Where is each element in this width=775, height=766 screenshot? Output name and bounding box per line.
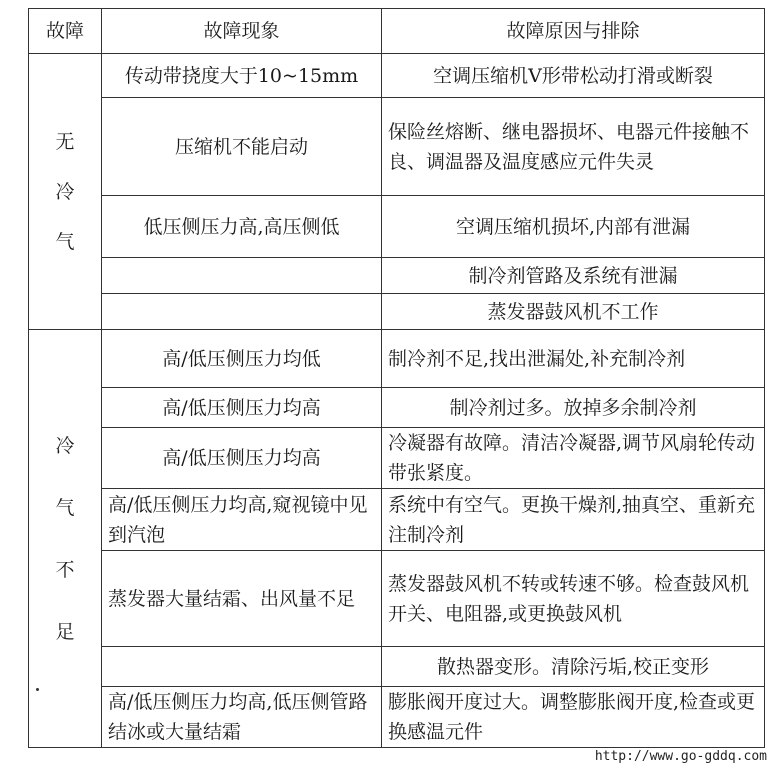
category-no-cooling <box>29 54 102 330</box>
category-char: 足 <box>55 620 75 643</box>
table-row <box>29 388 765 428</box>
category-char: 冷 <box>55 434 75 457</box>
cause-cell: 制冷剂不足,找出泄漏处,补充制冷剂 <box>382 330 765 388</box>
watermark-url: http://www.go-gddq.com <box>594 749 767 764</box>
symptom-cell: 传动带挠度大于10~15mm <box>102 54 382 98</box>
symptom-cell: 高/低压侧压力均低 <box>102 330 382 388</box>
header-fault: 故障 <box>29 9 102 54</box>
header-row <box>29 9 765 54</box>
category-char: 无 <box>55 130 75 153</box>
symptom-cell <box>102 647 382 687</box>
table-row <box>29 489 765 551</box>
table-row <box>29 196 765 258</box>
table-row <box>29 647 765 687</box>
symptom-cell: 蒸发器大量结霜、出风量不足 <box>102 551 382 647</box>
symptom-cell: 高/低压侧压力均高 <box>102 388 382 428</box>
symptom-cell: 低压侧压力高,高压侧低 <box>102 196 382 258</box>
category-insufficient-cooling <box>29 330 102 748</box>
table-row <box>29 687 765 748</box>
symptom-cell: 压缩机不能启动 <box>102 98 382 196</box>
header-cause: 故障原因与排除 <box>382 9 765 54</box>
cause-cell: 蒸发器鼓风机不转或转速不够。检查鼓风机开关、电阻器,或更换鼓风机 <box>382 551 765 647</box>
cause-cell: 制冷剂管路及系统有泄漏 <box>382 258 765 294</box>
cause-cell: 制冷剂过多。放掉多余制冷剂 <box>382 388 765 428</box>
stray-dot <box>36 688 39 691</box>
table-row <box>29 54 765 98</box>
table-row <box>29 98 765 196</box>
cause-cell: 散热器变形。清除污垢,校正变形 <box>382 647 765 687</box>
category-char: 冷 <box>55 180 75 203</box>
symptom-cell: 高/低压侧压力均高 <box>102 428 382 489</box>
header-symptom: 故障现象 <box>102 9 382 54</box>
symptom-cell: 高/低压侧压力均高,低压侧管路结冰或大量结霜 <box>102 687 382 748</box>
symptom-cell <box>102 294 382 330</box>
table-row <box>29 330 765 388</box>
cause-cell: 保险丝熔断、继电器损坏、电器元件接触不良、调温器及温度感应元件失灵 <box>382 98 765 196</box>
cause-cell: 膨胀阀开度过大。调整膨胀阀开度,检查或更换感温元件 <box>382 687 765 748</box>
fault-table <box>28 8 765 748</box>
category-char: 气 <box>55 496 75 519</box>
cause-cell: 系统中有空气。更换干燥剂,抽真空、重新充注制冷剂 <box>382 489 765 551</box>
table-row <box>29 258 765 294</box>
symptom-cell: 高/低压侧压力均高,窥视镜中见到汽泡 <box>102 489 382 551</box>
table-row <box>29 294 765 330</box>
symptom-cell <box>102 258 382 294</box>
cause-cell: 冷凝器有故障。清洁冷凝器,调节风扇轮传动带张紧度。 <box>382 428 765 489</box>
category-char: 气 <box>55 230 75 253</box>
cause-cell: 空调压缩机V形带松动打滑或断裂 <box>382 54 765 98</box>
cause-cell: 空调压缩机损坏,内部有泄漏 <box>382 196 765 258</box>
table-row <box>29 551 765 647</box>
cause-cell: 蒸发器鼓风机不工作 <box>382 294 765 330</box>
category-char: 不 <box>55 558 75 581</box>
table-row <box>29 428 765 489</box>
